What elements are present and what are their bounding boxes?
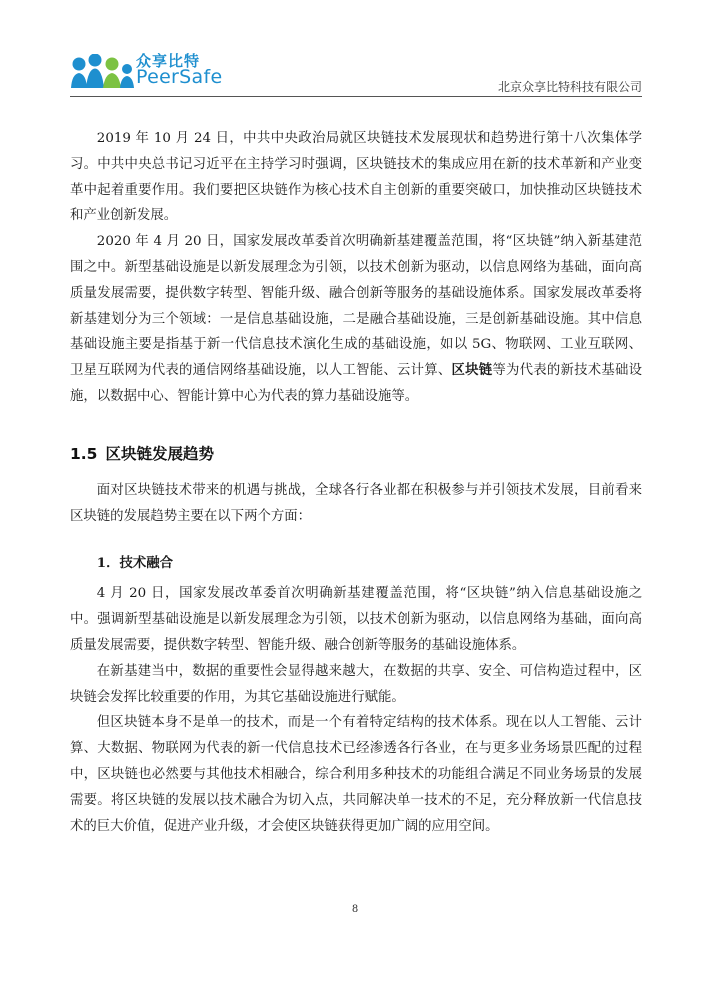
subsection-paragraph: 4 月 20 日，国家发展改革委首次明确新基建覆盖范围，将“区块链”纳入信息基础设施之中。强调新型基础设施是以新发展理念为引领，以技术创新为驱动，以信息网络为基础，面向高质量发展需要，提供数字转型、智能升级、融合创新等服务的基础设施体系。 bbox=[70, 586, 642, 653]
section-heading bbox=[70, 443, 642, 465]
paragraph-2020 bbox=[70, 229, 642, 410]
company-logo bbox=[70, 44, 223, 92]
section-intro: 面对区块链技术带来的机遇与挑战，全球各行各业都在积极参与并引领技术发展，目前看来区块链的发展趋势主要在以下两个方面： bbox=[70, 482, 642, 524]
people-logo-icon bbox=[70, 54, 136, 90]
logo-english-name: PeerSafe bbox=[136, 66, 223, 88]
subsection-paragraph: 在新基建当中，数据的重要性会显得越来越大，在数据的共享、安全、可信构造过程中，区块链会发挥比较重要的作用，为其它基础设施进行赋能。 bbox=[70, 663, 642, 705]
page-body bbox=[70, 126, 642, 839]
paragraph-2020-text-before: 2020 年 4 月 20 日，国家发展改革委首次明确新基建覆盖范围，将“区块链”纳入新基建范围之中。新型基础设施是以新发展理念为引领，以技术创新为驱动，以信息网络为基础，面向高质量发展需要，提供数字转型、智能升级、融合创新等服务的基础设施体系。国家发展改革委将新基建划分为三个领域：一是信息基础设施，二是融合基础设施，三是创新基础设施。其中信息基础设施主要是指基于新一代信息技术演化生成的基础设施，如以 5G、物联网、工业互联网、卫星互联网为代表的通信网络基础设施，以人工智能、云计算、 bbox=[70, 234, 642, 379]
section-number: 1.5 bbox=[70, 444, 98, 463]
highlight-blockchain: 区块链 bbox=[451, 362, 493, 379]
subsection-heading: 1．技术融合 bbox=[96, 555, 174, 572]
paragraph-2019: 2019 年 10 月 24 日，中共中央政治局就区块链技术发展现状和趋势进行第十八次集体学习。中共中央总书记习近平在主持学习时强调，区块链技术的集成应用在新的技术革新和产业变革中起着重要作用。我们要把区块链作为核心技术自主创新的重要突破口，加快推动区块链技术和产业创新发展。 bbox=[70, 131, 642, 224]
paragraph-2020-text-after: 等为代表的新技术基础设施，以数据中心、智能计算中心为代表的算力基础设施等。 bbox=[70, 363, 643, 404]
subsection-paragraph: 但区块链本身不是单一的技术，而是一个有着特定结构的技术体系。现在以人工智能、云计算、大数据、物联网为代表的新一代信息技术已经渗透各行各业，在与更多业务场景匹配的过程中，区块链也必然要与其他技术相融合，综合利用多种技术的功能组合满足不同业务场景的发展需要。将区块链的发展以技术融合为切入点，共同解决单一技术的不足，充分释放新一代信息技术的巨大价值，促进产业升级，才会使区块链获得更加广阔的应用空间。 bbox=[70, 715, 642, 834]
logo-chinese-name: 众享比特 bbox=[136, 52, 201, 70]
company-name: 北京众享比特科技有限公司 bbox=[497, 80, 642, 94]
page-number: 8 bbox=[351, 904, 359, 915]
page-header bbox=[70, 44, 642, 96]
section-title: 区块链发展趋势 bbox=[105, 444, 214, 463]
header-divider bbox=[70, 96, 642, 97]
